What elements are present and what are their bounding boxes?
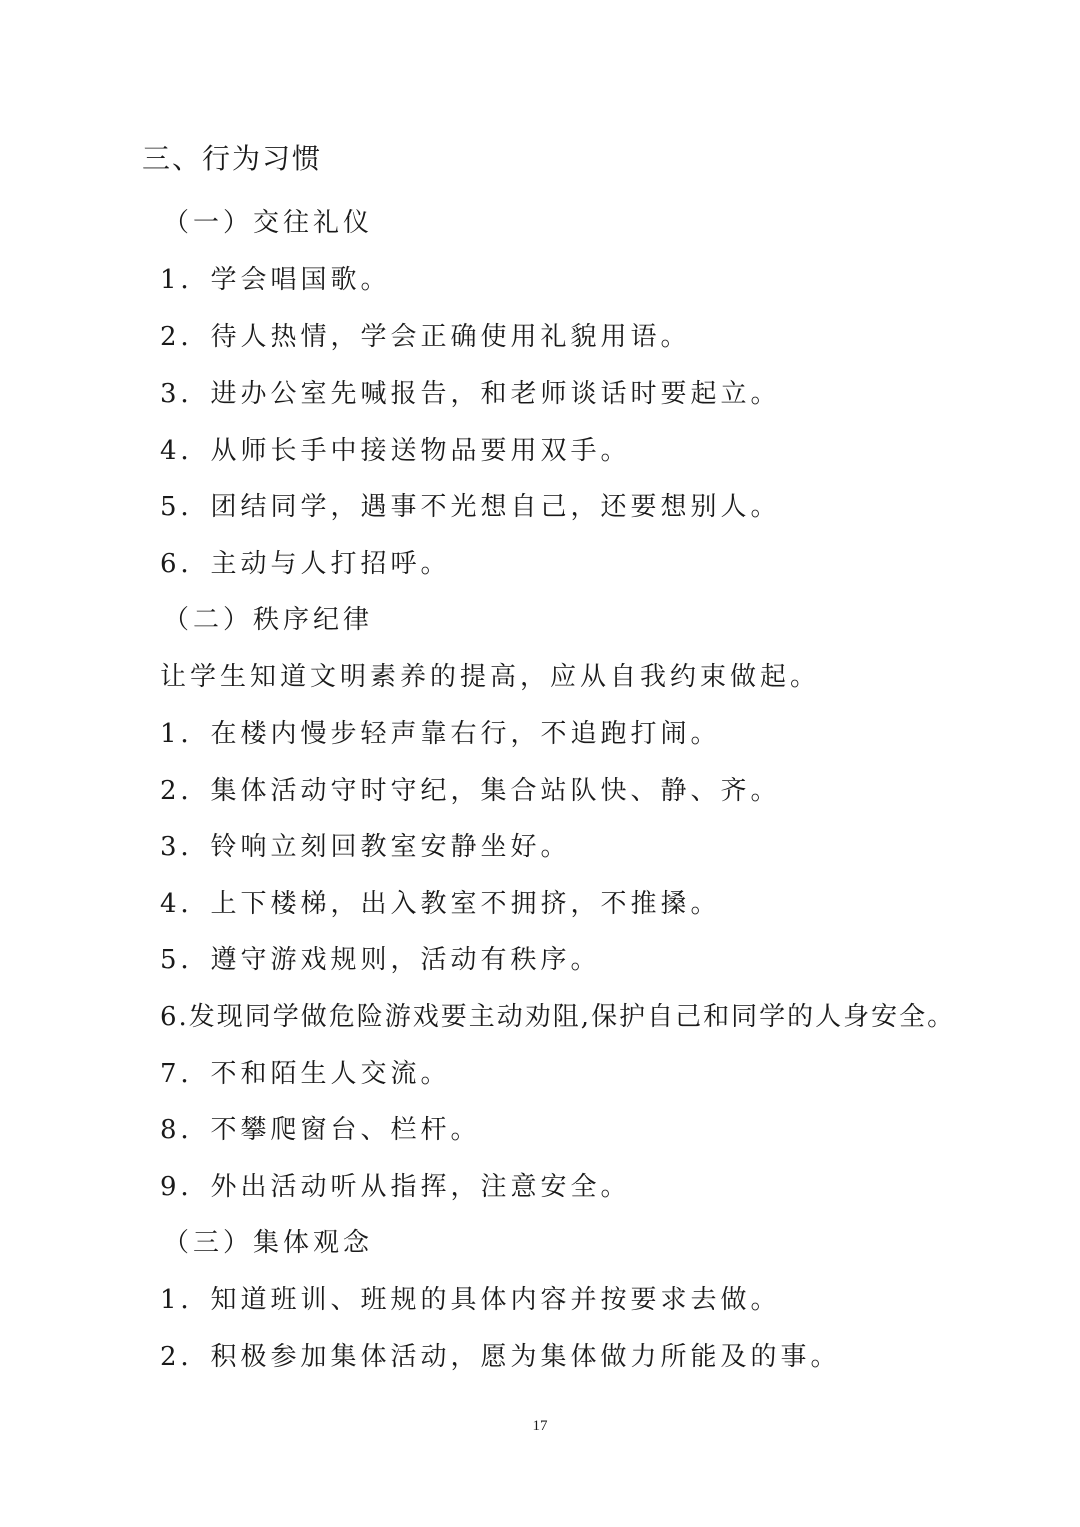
list-item: 1．在楼内慢步轻声靠右行，不追跑打闹。	[160, 719, 721, 749]
list-item: 3．铃响立刻回教室安静坐好。	[160, 832, 571, 862]
list-item: 1．学会唱国歌。	[160, 265, 391, 295]
list-item: 6．主动与人打招呼。	[160, 549, 451, 579]
list-item: 3．进办公室先喊报告，和老师谈话时要起立。	[160, 379, 781, 409]
section-heading: 三、行为习惯	[142, 142, 323, 175]
list-item: 2．集体活动守时守纪，集合站队快、静、齐。	[160, 776, 781, 806]
page-number: 17	[532, 1418, 548, 1434]
list-item: 8．不攀爬窗台、栏杆。	[160, 1115, 481, 1145]
list-item: 2．积极参加集体活动，愿为集体做力所能及的事。	[160, 1342, 841, 1372]
list-item: 2．待人热情，学会正确使用礼貌用语。	[160, 322, 691, 352]
list-item: 5．团结同学，遇事不光想自己，还要想别人。	[160, 492, 781, 522]
subsection-heading-etiquette: （一）交往礼仪	[163, 208, 374, 238]
list-item: 1．知道班训、班规的具体内容并按要求去做。	[160, 1285, 781, 1315]
list-item: 6.发现同学做危险游戏要主动劝阻,保护自己和同学的人身安全。	[160, 1002, 956, 1032]
subsection-heading-order: （二）秩序纪律	[163, 605, 374, 635]
list-item: 4．从师长手中接送物品要用双手。	[160, 436, 631, 466]
list-item: 7．不和陌生人交流。	[160, 1059, 451, 1089]
list-item: 9．外出活动听从指挥，注意安全。	[160, 1172, 631, 1202]
subsection-heading-collective: （三）集体观念	[163, 1228, 374, 1258]
list-item: 5．遵守游戏规则，活动有秩序。	[160, 945, 601, 975]
list-item: 4．上下楼梯，出入教室不拥挤，不推搡。	[160, 889, 721, 919]
paragraph-intro: 让学生知道文明素养的提高，应从自我约束做起。	[160, 662, 821, 692]
